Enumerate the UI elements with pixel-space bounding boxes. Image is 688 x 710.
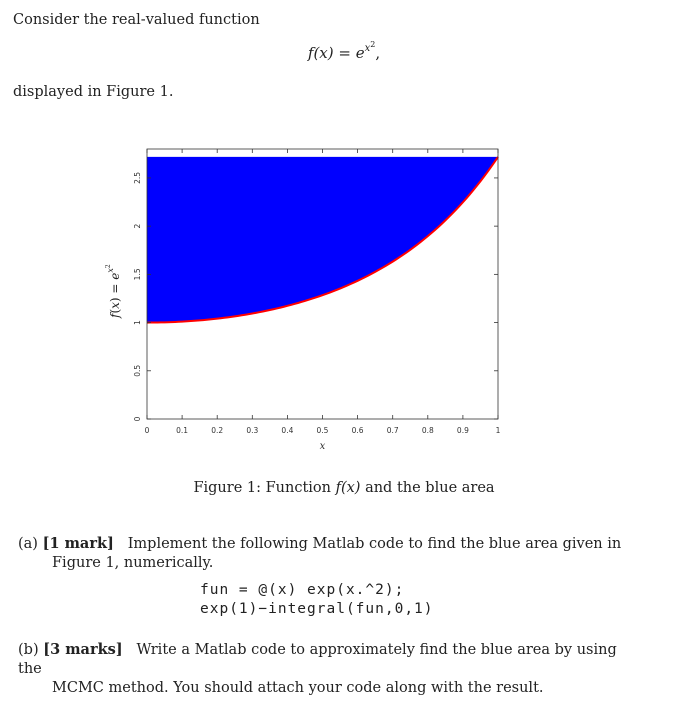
intro-line1: Consider the real-valued function	[13, 12, 260, 28]
x-axis-label: x	[319, 441, 326, 452]
question-a-text-1: Implement the following Matlab code to find the blue area given in	[127, 536, 622, 552]
question-a	[18, 534, 628, 573]
code-line-1: fun = @(x) exp(x.^2);	[200, 582, 405, 598]
question-a-label: (a)	[18, 536, 38, 552]
x-tick-label: 1	[495, 426, 501, 435]
question-b-marks: [3 marks]	[43, 641, 123, 658]
x-tick-label: 0.2	[211, 426, 224, 435]
intro-line2: displayed in Figure 1.	[13, 84, 174, 100]
plot-root	[133, 149, 501, 452]
x-tick-label: 0.3	[246, 426, 259, 435]
blue-area	[147, 157, 498, 323]
figure-caption	[0, 480, 688, 496]
question-b-label: (b)	[18, 642, 39, 658]
x-tick-label: 0.8	[421, 426, 434, 435]
question-a-marks: [1 mark]	[42, 535, 114, 552]
x-tick-label: 0.5	[316, 426, 329, 435]
x-tick-label: 0.9	[456, 426, 469, 435]
x-tick-label: 0.7	[386, 426, 399, 435]
y-tick-label: 0	[133, 416, 142, 422]
y-tick-label: 1	[133, 320, 142, 325]
formula-exp-power: 2	[370, 40, 376, 49]
question-a-text-2: Figure 1, numerically.	[52, 555, 214, 571]
x-tick-label: 0.4	[281, 426, 294, 435]
y-tick-label: 2.5	[133, 171, 142, 184]
formula-lhs: f(x) = e	[307, 44, 365, 62]
x-tick-label: 0.6	[351, 426, 364, 435]
question-b-text-1: Write a Matlab code to approximately find the blue area by using the	[18, 642, 617, 677]
y-tick-label: 0.5	[133, 364, 142, 377]
y-tick-label: 2	[133, 223, 142, 229]
caption-prefix: Figure 1: Function	[193, 480, 336, 496]
formula-exp-base: x	[364, 43, 371, 54]
caption-suffix: and the blue area	[360, 480, 495, 496]
y-tick-label: 1.5	[133, 268, 142, 281]
question-b	[18, 640, 628, 698]
y-axis-label: $f(x) = e^{x^2}$	[105, 264, 122, 318]
x-tick-label: 0.1	[176, 426, 189, 435]
x-tick-label: 0	[144, 426, 150, 435]
question-b-text-2: MCMC method. You should attach your code along with the result.	[52, 680, 544, 696]
caption-math: f(x)	[335, 480, 361, 496]
formula-trail: ,	[375, 44, 381, 62]
code-line-2: exp(1)−integral(fun,0,1)	[200, 601, 434, 617]
